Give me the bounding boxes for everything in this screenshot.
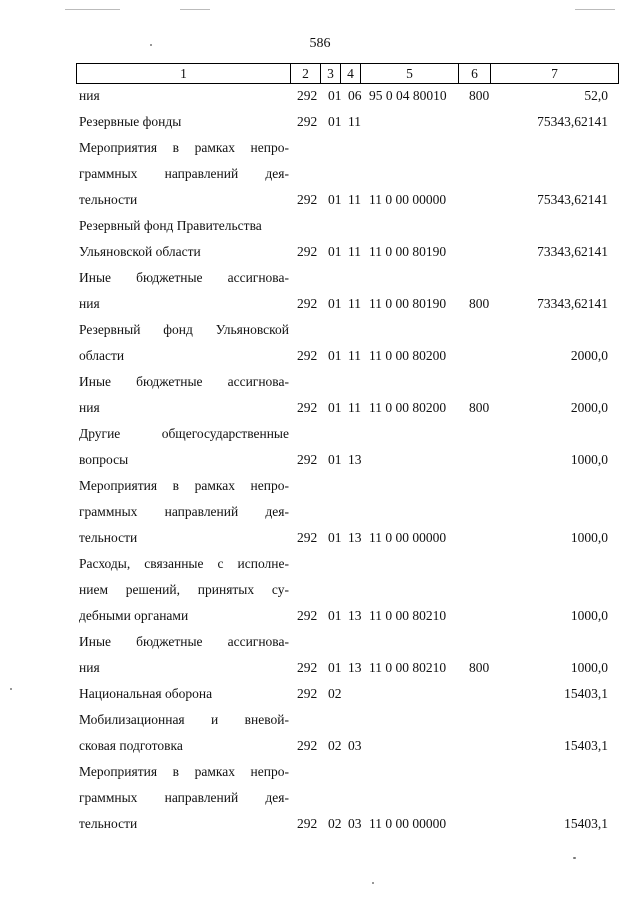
row-c7: 15403,1 xyxy=(564,686,608,701)
row-c3: 02 xyxy=(328,816,342,831)
row-c4: 11 xyxy=(348,114,361,129)
row-c2: 292 xyxy=(297,88,318,103)
table-row xyxy=(0,477,640,495)
header-col-7: 7 xyxy=(491,64,619,84)
scan-speck xyxy=(10,688,12,690)
row-c4: 11 xyxy=(348,244,361,259)
row-c3: 01 xyxy=(328,452,342,467)
row-c7: 73343,62141 xyxy=(537,244,608,259)
table-row xyxy=(0,321,640,339)
table-row xyxy=(0,243,640,261)
row-name: Мероприятия в рамках непро- xyxy=(79,764,289,779)
row-name: Резервный фонд Правительства xyxy=(79,218,262,233)
row-name: ния xyxy=(79,296,100,311)
row-c2: 292 xyxy=(297,400,318,415)
row-c4: 11 xyxy=(348,192,361,207)
table-row xyxy=(0,425,640,443)
row-c4: 11 xyxy=(348,296,361,311)
row-c7: 1000,0 xyxy=(570,452,608,467)
table-row xyxy=(0,737,640,755)
row-c7: 2000,0 xyxy=(570,348,608,363)
row-c2: 292 xyxy=(297,348,318,363)
table-row xyxy=(0,373,640,391)
row-c4: 13 xyxy=(348,530,362,545)
row-c3: 01 xyxy=(328,296,342,311)
row-name: Мероприятия в рамках непро- xyxy=(79,478,289,493)
row-name: Иные бюджетные ассигнова- xyxy=(79,374,289,389)
scan-speck xyxy=(573,857,576,859)
row-c4: 11 xyxy=(348,348,361,363)
row-c4: 13 xyxy=(348,660,362,675)
header-col-5: 5 xyxy=(361,64,459,84)
row-c7: 15403,1 xyxy=(564,738,608,753)
row-c2: 292 xyxy=(297,114,318,129)
row-c2: 292 xyxy=(297,192,318,207)
row-c4: 03 xyxy=(348,738,362,753)
header-col-2: 2 xyxy=(291,64,321,84)
row-c2: 292 xyxy=(297,244,318,259)
row-c7: 75343,62141 xyxy=(537,192,608,207)
row-c3: 02 xyxy=(328,686,342,701)
row-c2: 292 xyxy=(297,452,318,467)
row-c4: 06 xyxy=(348,88,362,103)
row-c5: 95 0 04 80010 xyxy=(369,88,447,103)
row-c3: 01 xyxy=(328,348,342,363)
table-row xyxy=(0,607,640,625)
row-c3: 01 xyxy=(328,192,342,207)
row-name: Мобилизационная и вневой- xyxy=(79,712,289,727)
table-row xyxy=(0,789,640,807)
table-row xyxy=(0,191,640,209)
row-c3: 01 xyxy=(328,530,342,545)
row-name: тельности xyxy=(79,530,138,545)
row-c3: 01 xyxy=(328,400,342,415)
header-col-3: 3 xyxy=(321,64,341,84)
row-c2: 292 xyxy=(297,738,318,753)
row-c4: 13 xyxy=(348,452,362,467)
row-c4: 03 xyxy=(348,816,362,831)
row-name: тельности xyxy=(79,816,138,831)
row-name: граммных направлений дея- xyxy=(79,790,289,805)
row-c6: 800 xyxy=(469,660,490,675)
row-c2: 292 xyxy=(297,686,318,701)
row-name: дебными органами xyxy=(79,608,189,623)
row-c5: 11 0 00 00000 xyxy=(369,192,447,207)
row-c3: 01 xyxy=(328,114,342,129)
row-name: ния xyxy=(79,88,100,103)
table-row xyxy=(0,451,640,469)
row-c5: 11 0 00 80190 xyxy=(369,296,447,311)
row-c3: 01 xyxy=(328,608,342,623)
table-row xyxy=(0,763,640,781)
row-name: сковая подготовка xyxy=(79,738,183,753)
table-row xyxy=(0,659,640,677)
row-name: области xyxy=(79,348,125,363)
row-c2: 292 xyxy=(297,530,318,545)
row-c7: 1000,0 xyxy=(570,530,608,545)
row-name: граммных направлений дея- xyxy=(79,504,289,519)
table-row xyxy=(0,269,640,287)
table-row xyxy=(0,295,640,313)
row-c7: 2000,0 xyxy=(570,400,608,415)
header-col-6: 6 xyxy=(459,64,491,84)
row-c5: 11 0 00 80200 xyxy=(369,400,447,415)
row-c7: 75343,62141 xyxy=(537,114,608,129)
row-c3: 02 xyxy=(328,738,342,753)
table-row xyxy=(0,555,640,573)
row-name: Расходы, связанные с исполне- xyxy=(79,556,289,571)
table-row xyxy=(0,165,640,183)
table-row xyxy=(0,685,640,703)
row-name: Национальная оборона xyxy=(79,686,213,701)
page-number: 586 xyxy=(309,36,331,51)
table-header xyxy=(76,63,619,84)
row-name: Мероприятия в рамках непро- xyxy=(79,140,289,155)
table-row xyxy=(0,815,640,833)
scan-artifact xyxy=(65,9,120,10)
row-c7: 52,0 xyxy=(584,88,608,103)
header-col-1: 1 xyxy=(77,64,291,84)
table-row xyxy=(0,217,640,235)
header-col-4: 4 xyxy=(341,64,361,84)
row-c7: 1000,0 xyxy=(570,608,608,623)
table-row xyxy=(0,633,640,651)
row-c6: 800 xyxy=(469,88,490,103)
row-c2: 292 xyxy=(297,660,318,675)
row-name: тельности xyxy=(79,192,138,207)
scan-artifact xyxy=(575,9,615,10)
table-row xyxy=(0,347,640,365)
row-name: ния xyxy=(79,400,100,415)
scan-artifact xyxy=(180,9,210,10)
row-name: Другие общегосударственные xyxy=(79,426,289,441)
table-row xyxy=(0,529,640,547)
row-name: Иные бюджетные ассигнова- xyxy=(79,270,289,285)
row-c2: 292 xyxy=(297,816,318,831)
row-name: ния xyxy=(79,660,100,675)
table-row xyxy=(0,711,640,729)
row-name: вопросы xyxy=(79,452,129,467)
row-name: нием решений, принятых су- xyxy=(79,582,289,597)
row-c5: 11 0 00 80210 xyxy=(369,660,447,675)
row-c2: 292 xyxy=(297,296,318,311)
table-row xyxy=(0,399,640,417)
row-c4: 11 xyxy=(348,400,361,415)
scan-speck xyxy=(150,44,152,46)
row-name: Ульяновской области xyxy=(79,244,201,259)
row-c6: 800 xyxy=(469,400,490,415)
row-c4: 13 xyxy=(348,608,362,623)
row-name: Резервный фонд Ульяновской xyxy=(79,322,289,337)
row-c3: 01 xyxy=(328,660,342,675)
row-c7: 1000,0 xyxy=(570,660,608,675)
row-name: Резервные фонды xyxy=(79,114,182,129)
row-c3: 01 xyxy=(328,88,342,103)
table-row xyxy=(0,139,640,157)
row-c3: 01 xyxy=(328,244,342,259)
row-c5: 11 0 00 80210 xyxy=(369,608,447,623)
row-name: граммных направлений дея- xyxy=(79,166,289,181)
row-c6: 800 xyxy=(469,296,490,311)
table-row xyxy=(0,503,640,521)
row-name: Иные бюджетные ассигнова- xyxy=(79,634,289,649)
table-row xyxy=(0,113,640,131)
table-row xyxy=(0,581,640,599)
row-c5: 11 0 00 80200 xyxy=(369,348,447,363)
row-c5: 11 0 00 00000 xyxy=(369,530,447,545)
row-c7: 15403,1 xyxy=(564,816,608,831)
table-row xyxy=(0,87,640,105)
scan-speck xyxy=(372,882,374,884)
row-c2: 292 xyxy=(297,608,318,623)
row-c7: 73343,62141 xyxy=(537,296,608,311)
row-c5: 11 0 00 80190 xyxy=(369,244,447,259)
row-c5: 11 0 00 00000 xyxy=(369,816,447,831)
